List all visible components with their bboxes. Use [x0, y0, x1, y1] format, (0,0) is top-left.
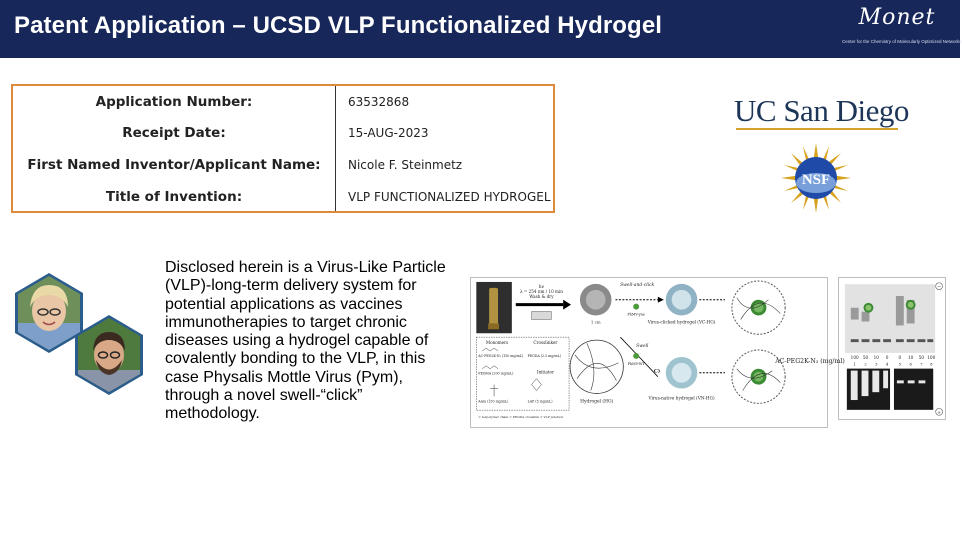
hydrogel-label: Hydrogel (HG) [580, 399, 614, 405]
monet-logo-text: Monet [858, 5, 936, 30]
table-row [13, 149, 553, 181]
application-number-label: Application Number: [95, 94, 253, 110]
swell-label: Swell [636, 344, 649, 350]
crosslinker-header: Crosslinker [533, 340, 558, 346]
receipt-date-value: 15-AUG-2023 [348, 126, 429, 140]
vc-hydrogel-label: Virus-clicked hydrogel (VC-HG) [647, 319, 716, 325]
initiator-value: LAP (5 mg/mL) [527, 399, 553, 404]
monet-logo [842, 3, 962, 55]
gel-axis-label: AC-PEG2K-N₃ (mg/ml) [775, 358, 845, 365]
gel-lane-number: 4 [885, 362, 889, 367]
hydrogel-schematic-figure [470, 277, 828, 428]
gel-lane-label: 100 [927, 354, 936, 360]
gel-lane-label: 0 [885, 354, 889, 360]
gel-bottom-right-panel [894, 369, 933, 410]
gel-lane-number: 8 [930, 362, 933, 367]
monomer-2: PEGMA (200 mg/mL) [478, 371, 514, 376]
gel-lane-number: 3 [875, 362, 878, 367]
avatar [74, 315, 144, 395]
figure-legend: = terpolymer chain = PEGDA crosslink = VLP junction [478, 415, 564, 420]
vn-hydrogel-label: Virus-native hydrogel (VN-HG) [648, 395, 715, 401]
gel-minus-marker: − [937, 284, 942, 291]
table-row [13, 117, 553, 149]
monet-logo-subtext: Center for the Chemistry of Molecularly Optimized Networks [842, 39, 962, 44]
inventor-label: First Named Inventor/Applicant Name: [27, 157, 321, 173]
swell-and-click-label: Swell-and-click [620, 282, 655, 288]
monomers-header: Monomers [485, 340, 509, 346]
gel-lane-label: 0 [898, 354, 902, 360]
table-row [13, 181, 553, 213]
gel-lane-label: 10 [873, 354, 879, 360]
panel-c-label: C) [653, 368, 661, 375]
inventor-value: Nicole F. Steinmetz [348, 158, 463, 172]
header-bar [0, 0, 960, 58]
dried-gel-photo [532, 312, 552, 320]
reagent-1-label: PhMV-yne [627, 312, 645, 317]
invention-description: Disclosed herein is a Virus-Like Particle (VLP)-long-term delivery system for potential applications as vaccines immunotherapies to target chronic diseases using a hydrogel capable of covalently bonding to the VLP, in this case Physalis Mottle Virus (Pym), through a novel swell-“click” methodology. [165, 259, 446, 423]
table-row [13, 86, 553, 118]
hydrogel-network [570, 340, 623, 393]
gel-lane-label: 50 [862, 354, 869, 360]
nsf-logo [781, 143, 851, 213]
uv-conditions-label: hν λ = 254 nm / 10 min Wash & dry [519, 283, 563, 299]
application-number-value: 63532868 [348, 95, 410, 109]
scale-bar-label: 1 cm [590, 319, 601, 325]
reagent-2-label: PhMV-WT [627, 361, 645, 366]
monomer-1: AC-PEG2K-N₃ (150 mg/mL) [478, 353, 524, 358]
gel-lane-label: 50 [918, 354, 925, 360]
gel-lane-number: 6 [909, 362, 912, 367]
gel-axis-label-container [775, 356, 845, 376]
title-of-invention-value: VLP FUNCTIONALIZED HYDROGEL [348, 190, 551, 204]
gel-lane-number: 2 [864, 362, 867, 367]
gel-lane-number: 5 [898, 362, 902, 367]
ucsd-logo-underline [736, 128, 898, 130]
gel-electrophoresis-figure [838, 277, 946, 420]
application-info-table [11, 84, 555, 213]
monomer-3: AAm (150 mg/mL) [478, 399, 509, 404]
ucsd-logo-text: UC San Diego [734, 93, 909, 128]
gel-lane-number: 1 [853, 362, 856, 367]
crosslinker-value: PEGDA (2.5 mg/mL) [527, 353, 562, 358]
gel-plus-marker: + [937, 409, 942, 416]
gel-lane-number: 7 [920, 362, 923, 367]
gel-lane-label: 100 [850, 354, 859, 360]
initiator-header: Initiator [536, 369, 554, 375]
receipt-date-label: Receipt Date: [122, 125, 226, 141]
page-title: Patent Application – UCSD VLP Functionalized Hydrogel [14, 12, 663, 39]
ucsd-logo [734, 93, 909, 133]
nsf-logo-text: NSF [801, 172, 831, 188]
title-of-invention-label: Title of Invention: [105, 189, 243, 205]
gel-lane-label: 10 [907, 354, 914, 360]
